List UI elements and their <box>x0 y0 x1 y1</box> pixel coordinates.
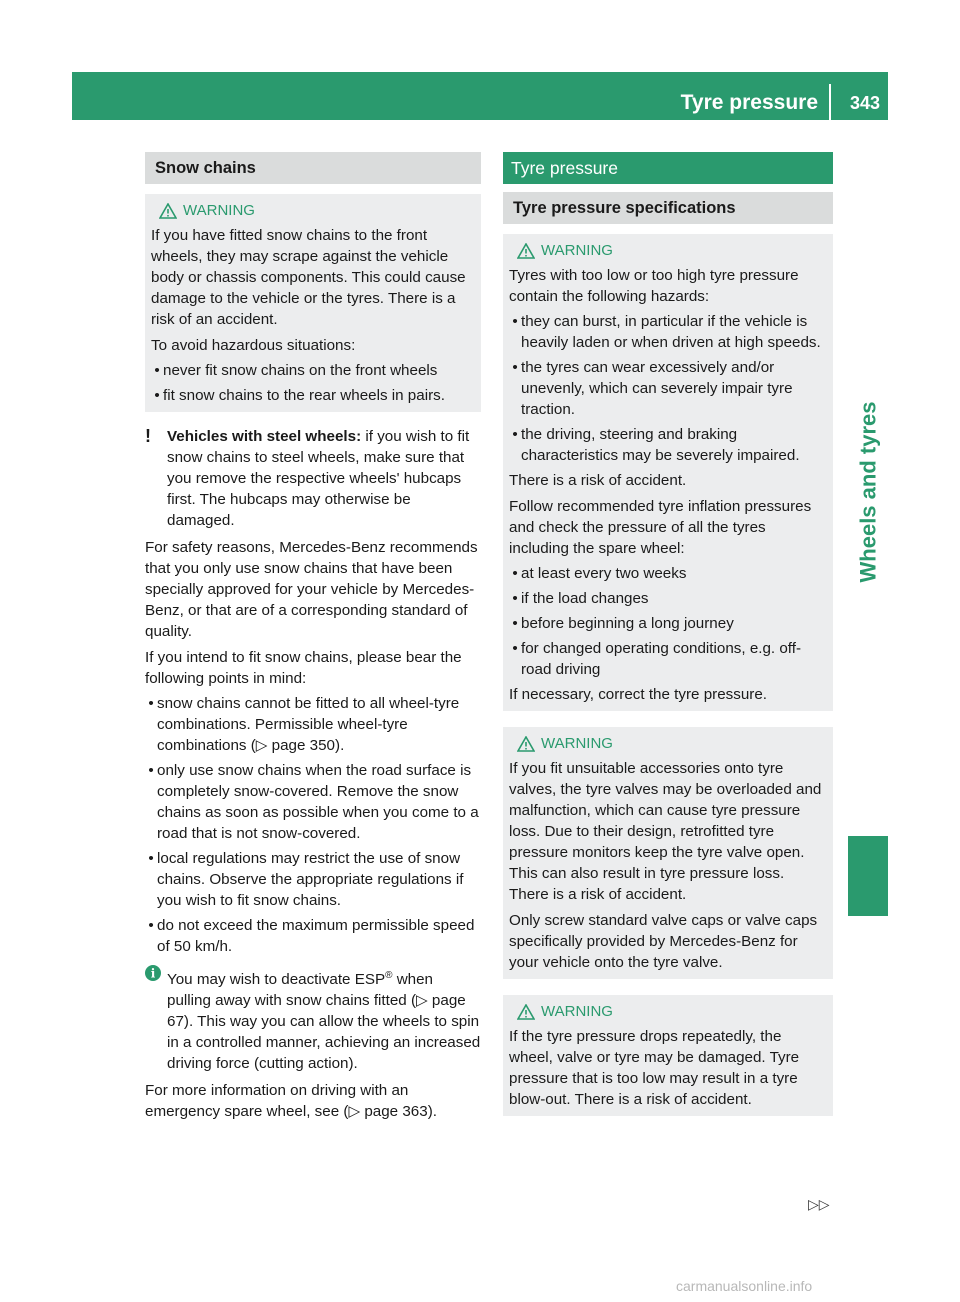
list-item: • before beginning a long journey <box>512 615 734 632</box>
warning-label: WARNING <box>183 202 255 219</box>
warning-header <box>151 200 475 221</box>
warning-text: If the tyre pressure drops repeatedly, the wheel, valve or tyre may be damaged. Tyre pressure that is too low may result in a tyre blow-out. There is a risk of accident. <box>509 1028 800 1108</box>
list-item: • fit snow chains to the rear wheels in pairs. <box>154 387 445 404</box>
right-column <box>503 152 833 1116</box>
list-item: • local regulations may restrict the use of snow chains. Observe the appropriate regulations if you wish to fit snow chains. <box>148 850 464 909</box>
side-block <box>848 836 888 916</box>
list-item: • at least every two weeks <box>512 565 687 582</box>
warning-label: WARNING <box>541 242 613 259</box>
list-item: • do not exceed the maximum permissible speed of 50 km/h. <box>148 917 475 955</box>
paragraph: If you intend to fit snow chains, please bear the following points in mind: <box>145 649 462 687</box>
list-item: • if the load changes <box>512 590 649 607</box>
list-item: • the tyres can wear excessively and/or unevenly, which can severely impair tyre traction. <box>512 359 793 418</box>
svg-text:i: i <box>150 966 156 981</box>
warning-label: WARNING <box>541 735 613 752</box>
caution-bold: Vehicles with steel wheels: <box>167 428 362 445</box>
watermark: carmanualsonline.info <box>676 1278 813 1294</box>
warning-text: Follow recommended tyre inflation pressures and check the pressure of all the tyres including the spare wheel: <box>509 498 812 557</box>
warning-text: If you fit unsuitable accessories onto tyre valves, the tyre valves may be overloaded and malfunction, which can cause tyre pressure loss. Due to their design, retrofitted tyre pressure monitors keep the tyre valve open. This can also result in tyre pressure loss. There is a risk of accident. <box>509 760 822 903</box>
warning-triangle-icon <box>517 243 535 259</box>
header-divider <box>829 84 831 120</box>
exclamation-icon: ! <box>145 426 151 446</box>
list-item: • the driving, steering and braking characteristics may be severely impaired. <box>512 426 800 464</box>
warning-box-snow-chains <box>145 194 481 412</box>
warning-text: If you have fitted snow chains to the front wheels, they may scrape against the vehicle body or chassis components. This could cause damage to the vehicle or the tyres. There is a risk of an accident. <box>151 227 466 328</box>
warning-text: To avoid hazardous situations: <box>151 337 356 354</box>
warning-header <box>509 1001 827 1022</box>
warning-triangle-icon <box>517 1004 535 1020</box>
continue-marker: ▷▷ <box>808 1196 830 1212</box>
warning-header <box>509 733 827 754</box>
warning-text: Tyres with too low or too high tyre pressure contain the following hazards: <box>509 267 799 305</box>
warning-text: Only screw standard valve caps or valve caps specifically provided by Mercedes-Benz for your vehicle onto the tyre valve. <box>509 912 818 971</box>
subsection-title-specifications: Tyre pressure specifications <box>503 192 833 224</box>
warning-box-valves <box>503 727 833 979</box>
page-number: 343 <box>849 93 880 113</box>
warning-label: WARNING <box>541 1003 613 1020</box>
header-title: Tyre pressure <box>680 91 818 114</box>
warning-triangle-icon <box>159 203 177 219</box>
warning-box-pressure <box>503 234 833 711</box>
warning-triangle-icon <box>517 736 535 752</box>
list-item: • only use snow chains when the road surface is completely snow-covered. Remove the snow chains as soon as possible when you come to a road that is not snow-covered. <box>148 762 479 842</box>
warning-box-pressure-drop <box>503 995 833 1116</box>
paragraph: For more information on driving with an emergency spare wheel, see (▷ page 363). <box>145 1082 437 1121</box>
side-tab-label: Wheels and tyres <box>855 401 881 583</box>
warning-text: There is a risk of accident. <box>509 472 687 489</box>
section-title-snow-chains: Snow chains <box>145 152 481 184</box>
info-icon <box>145 965 161 981</box>
list-item: • snow chains cannot be fitted to all wheel-tyre combinations. Permissible wheel-tyre combinations (▷ page 350). <box>148 695 460 754</box>
list-item: • they can burst, in particular if the vehicle is heavily laden or when driven at high speeds. <box>512 313 821 351</box>
paragraph: For safety reasons, Mercedes-Benz recommends that you only use snow chains that have been specially approved for your vehicle by Mercedes-Benz, or that are of a corresponding standard of quality. <box>145 539 478 640</box>
warning-text: If necessary, correct the tyre pressure. <box>509 686 768 703</box>
side-tab <box>848 152 888 832</box>
header-bar <box>72 72 888 120</box>
list-item: • never fit snow chains on the front wheels <box>154 362 438 379</box>
caution-note <box>145 426 481 531</box>
list-item: • for changed operating conditions, e.g. off-road driving <box>512 640 802 678</box>
section-title-tyre-pressure: Tyre pressure <box>503 152 833 184</box>
info-note: i You may wish to deactivate ESP® when pulling away with snow chains fitted (▷ page 67). This way you can allow the wheels to spin in a controlled manner, achieving an increased driving force (cutting action). <box>145 965 481 1074</box>
warning-header <box>509 240 827 261</box>
caution-text: if you wish to fit snow chains to steel wheels, make sure that you remove the respective wheels' hubcaps first. The hubcaps may otherwise be damaged. <box>167 428 470 529</box>
left-column <box>145 152 481 1122</box>
